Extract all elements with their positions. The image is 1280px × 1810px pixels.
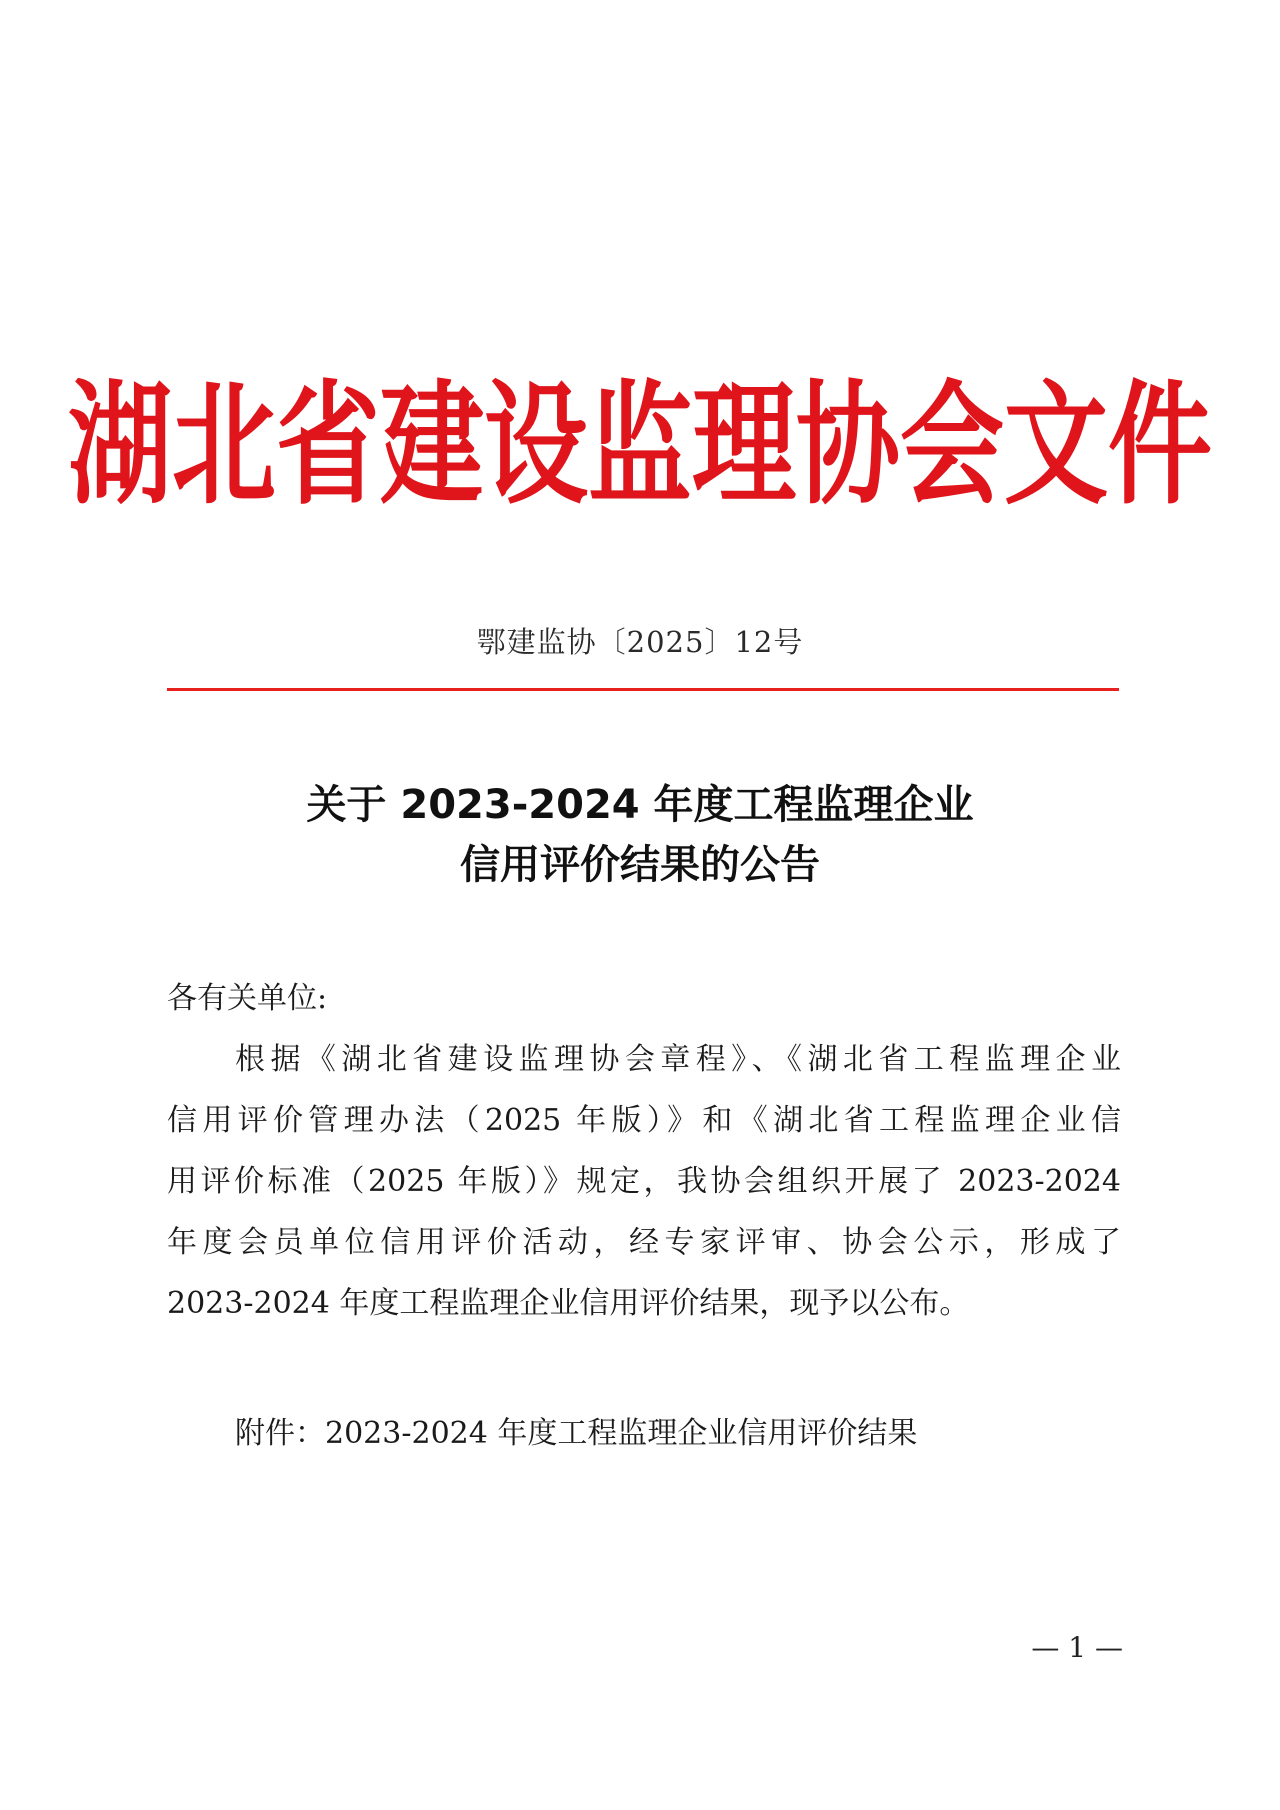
paragraph-line: 2023-2024 年度工程监理企业信用评价结果，现予以公布。 [167, 1286, 970, 1321]
organization-masthead [0, 366, 1280, 524]
notice-title [0, 775, 1280, 895]
notice-body-paragraph [167, 1029, 1121, 1334]
salutation: 各有关单位: [167, 981, 328, 1016]
notice-title-line-2: 信用评价结果的公告 [460, 842, 820, 888]
paragraph-line: 用评价标准（2025 年版）》规定，我协会组织开展了 2023-2024 [167, 1164, 1121, 1199]
document-number: 鄂建监协〔2025〕12号 [476, 625, 804, 659]
paragraph-line: 年度会员单位信用评价活动，经专家评审、协会公示，形成了 [167, 1225, 1121, 1260]
page-number: — 1 — [1031, 1631, 1123, 1664]
paragraph-line: 根据《湖北省建设监理协会章程》、《湖北省工程监理企业 [235, 1042, 1121, 1077]
attachment-reference: 附件：2023-2024 年度工程监理企业信用评价结果 [235, 1416, 918, 1451]
red-separator-line [167, 688, 1119, 691]
masthead-title: 湖北省建设监理协会文件 [67, 366, 1212, 524]
paragraph-line: 信用评价管理办法（2025 年版）》和《湖北省工程监理企业信 [167, 1103, 1121, 1138]
notice-title-line-1: 关于 2023-2024 年度工程监理企业 [306, 782, 974, 828]
